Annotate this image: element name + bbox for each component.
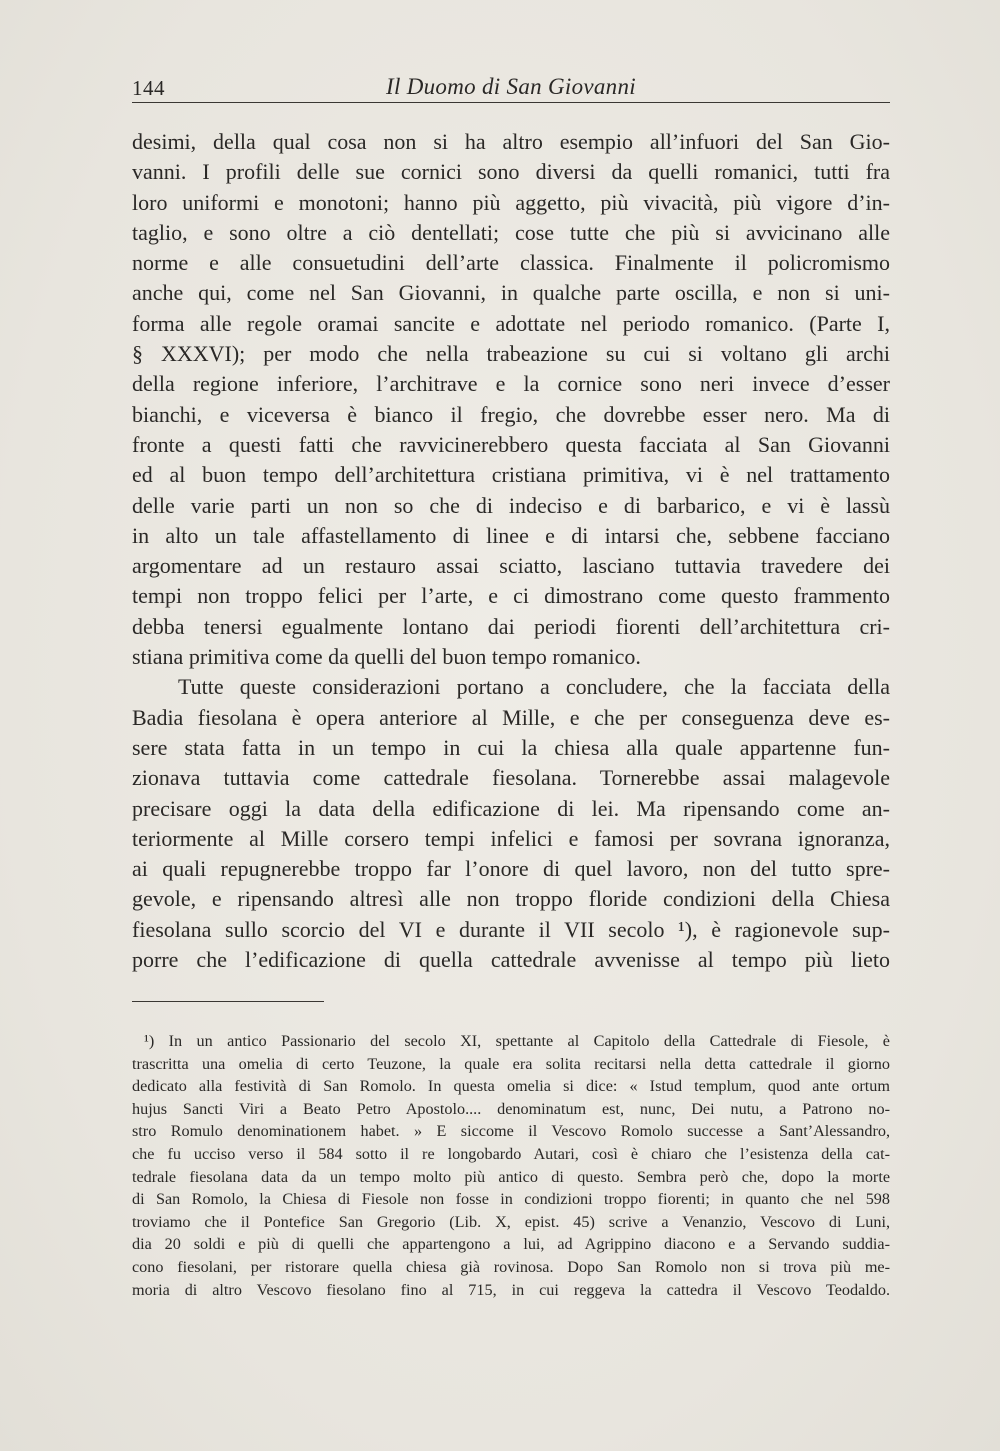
text-line: gevole, e ripensando altresì alle non troppo floride condizioni della Chiesa	[132, 886, 890, 912]
text-line: teriormente al Mille corsero tempi infelici e famosi per sovrana ignoranza,	[132, 825, 890, 851]
text-line: anche qui, come nel San Giovanni, in qualche parte oscilla, e non si uni-	[132, 280, 890, 306]
text-line: precisare oggi la data della edificazione di lei. Ma ripensando come an-	[132, 795, 890, 821]
text-line: della regione inferiore, l’architrave e la cornice sono neri invece d’esser	[132, 371, 890, 397]
footnote-line: moria di altro Vescovo fiesolano fino al 715, in cui reggeva la cattedra il Vescovo Teodaldo.	[132, 1280, 890, 1299]
text-line: delle varie parti un non so che di indeciso e di barbarico, e vi è lassù	[132, 492, 890, 518]
footnote-line: troviamo che il Pontefice San Gregorio (Lib. X, epist. 45) scrive a Venanzio, Vescovo di Luni,	[132, 1212, 890, 1231]
text-line: Badia fiesolana è opera anteriore al Mille, e che per conseguenza deve es-	[132, 704, 890, 730]
footnote-line: dia 20 soldi e più di quelli che appartengono a lui, ad Agrippino diacono e a Servando suddia-	[132, 1235, 890, 1254]
footnote-line: cono fiesolani, per ristorare quella chiesa già rovinosa. Dopo San Romolo non si trova più me-	[132, 1257, 890, 1276]
text-line: zionava tuttavia come cattedrale fiesolana. Tornerebbe assai malagevole	[132, 765, 890, 791]
footnote-line: stro Romulo denominationem habet. » E siccome il Vescovo Romolo successe a Sant’Alessandro,	[132, 1122, 890, 1141]
footnote-line: trascritta una omelia di certo Teuzone, la quale era solita recitarsi nella detta cattedrale il giorno	[132, 1054, 890, 1073]
text-line: forma alle regole oramai sancite e adottate nel periodo romanico. (Parte I,	[132, 310, 890, 336]
text-line: fiesolana sullo scorcio del VI e durante il VII secolo ¹), è ragionevole sup-	[132, 916, 890, 942]
text-line: ed al buon tempo dell’architettura cristiana primitiva, vi è nel trattamento	[132, 462, 890, 488]
paragraph-start-line: Tutte queste considerazioni portano a concludere, che la facciata della	[178, 674, 890, 700]
footnote-line: dedicato alla festività di San Romolo. In questa omelia si dice: « Istud templum, quod ante ortum	[132, 1077, 890, 1096]
main-text	[132, 127, 890, 975]
text-line: in alto un tale affastellamento di linee e di intarsi che, sebbene facciano	[132, 522, 890, 548]
footnote-line: che fu ucciso verso il 584 sotto il re longobardo Autari, così è chiaro che l’esistenza della cat-	[132, 1144, 890, 1163]
text-line: bianchi, e viceversa è bianco il fregio, che dovrebbe esser nero. Ma di	[132, 401, 890, 427]
text-line: norme e alle consuetudini dell’arte classica. Finalmente il policromismo	[132, 250, 890, 276]
page-header	[132, 70, 890, 103]
footnote-line: tedrale fiesolana data da un tempo molto più antico di questo. Sembra però che, dopo la morte	[132, 1167, 890, 1186]
footnote-line: di San Romolo, la Chiesa di Fiesole non fosse in condizioni troppo fiorenti; in quanto che nel 598	[132, 1190, 890, 1209]
page-number: 144	[132, 76, 165, 100]
footnote-line: hujus Sancti Viri a Beato Petro Apostolo.... denominatum est, nunc, Dei nutu, a Patrono no-	[132, 1099, 890, 1118]
running-title: Il Duomo di San Giovanni	[386, 74, 636, 99]
footnote-divider	[132, 1001, 324, 1002]
text-line: porre che l’edificazione di quella cattedrale avvenisse al tempo più lieto	[132, 947, 890, 973]
text-line: loro uniformi e monotoni; hanno più aggetto, più vivacità, più vigore d’in-	[132, 189, 890, 215]
footnotes	[132, 1030, 890, 1301]
text-line: desimi, della qual cosa non si ha altro esempio all’infuori del San Gio-	[132, 129, 890, 154]
text-line: argomentare ad un restauro assai sciatto, lasciano tuttavia travedere dei	[132, 553, 890, 579]
text-line: § XXXVI); per modo che nella trabeazione su cui si voltano gli archi	[132, 341, 890, 367]
text-line: taglio, e sono oltre a ciò dentellati; cose tutte che più si avvicinano alle	[132, 219, 890, 245]
text-line: fronte a questi fatti che ravvicinerebbero questa facciata al San Giovanni	[132, 431, 890, 457]
text-line: sere stata fatta in un tempo in cui la chiesa alla quale appartenne fun-	[132, 734, 890, 760]
footnote-line: ¹) In un antico Passionario del secolo XI, spettante al Capitolo della Cattedrale di Fiesole, è	[144, 1032, 890, 1050]
text-line: debba tenersi egualmente lontano dai periodi fiorenti dell’architettura cri-	[132, 613, 890, 639]
text-line: tempi non troppo felici per l’arte, e ci dimostrano come questo frammento	[132, 583, 890, 609]
text-line: vanni. I profili delle sue cornici sono diversi da quelli romanici, tutti fra	[132, 159, 890, 185]
text-line: ai quali repugnerebbe troppo far l’onore di quel lavoro, non del tutto spre-	[132, 856, 890, 882]
text-line: stiana primitiva come da quelli del buon tempo romanico.	[132, 644, 641, 670]
